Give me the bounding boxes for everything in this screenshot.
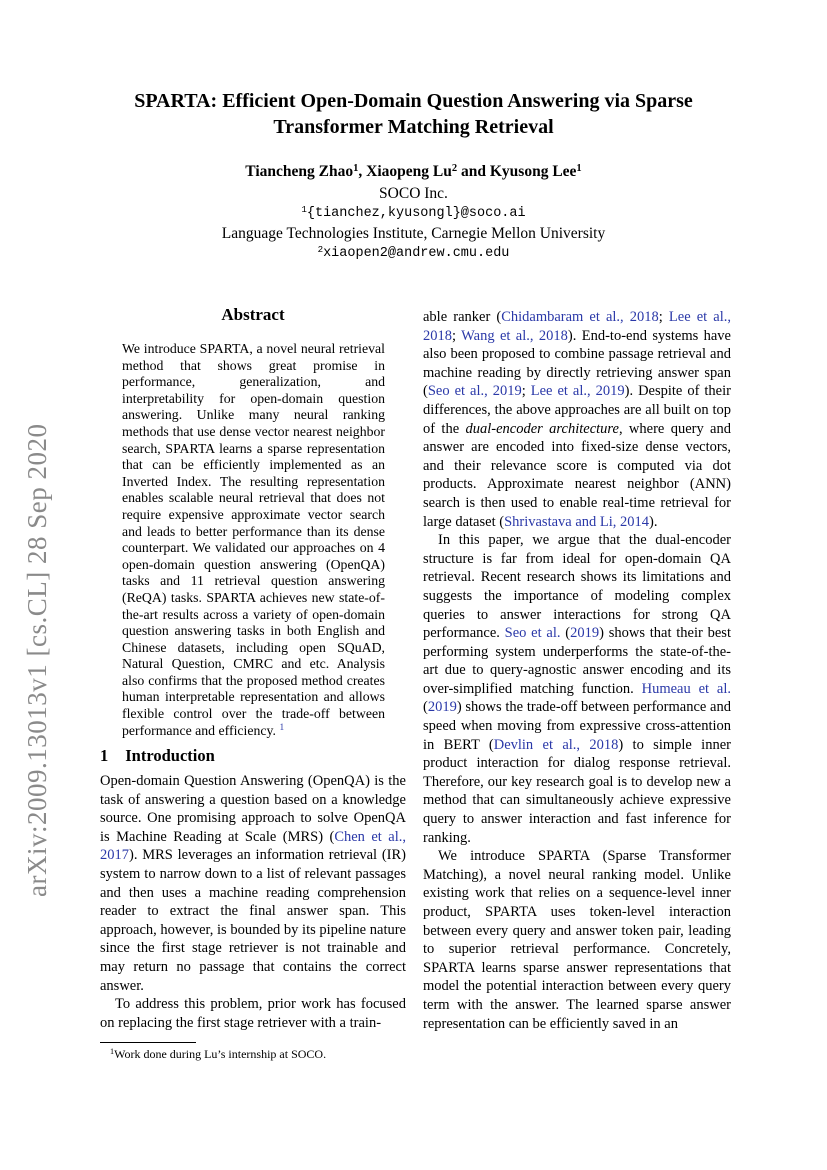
text-segment: In this paper, we argue that the dual-encoder structure is far from ideal for open-domain QA retrieval. Recent research shows its limitations and suggests the importance of modeling complex queries to answer interactions for strong QA performance. [423, 532, 731, 642]
citation-link[interactable]: Humeau et al. [641, 680, 731, 697]
text-segment: ) shows that their best performing system underperforms the state-of-the-art due to query-agnostic answer encoding and its over-simplified matching function. [423, 625, 731, 697]
citation-link[interactable]: 1 [279, 723, 285, 734]
footnote [100, 1047, 402, 1064]
citation-link[interactable]: Wang et al., 2018 [461, 327, 568, 344]
text-segment: xiaopen2@andrew.cmu.edu [323, 245, 510, 261]
text-segment: ) to simple inner product interaction for dialog response retrieval. Therefore, our key research goal is to develop new a method that can simultaneously achieve expressive query to answer interaction and fast inference for ranking. [423, 736, 731, 846]
text-segment: ; [452, 327, 462, 344]
author-line [0, 162, 827, 184]
text-segment: ; [521, 383, 531, 400]
text-segment: able ranker ( [423, 309, 502, 325]
arxiv-watermark [22, 424, 53, 897]
citation-link[interactable]: Devlin et al., 2018 [493, 736, 619, 753]
arxiv-watermark-text: arXiv:2009.13013v1 [cs.CL] 28 Sep 2020 [22, 423, 52, 897]
intro-paragraph [100, 772, 406, 995]
citation-link[interactable]: Lee et al., 2019 [530, 383, 625, 400]
text-segment: {tianchez,kyusongl}@soco.ai [306, 205, 526, 221]
citation-link[interactable]: Chidambaram et al., 2018 [501, 309, 659, 325]
body-paragraph [423, 308, 731, 531]
right-column [423, 308, 731, 1033]
citation-link[interactable]: Shrivastava and Li, 2014 [504, 513, 650, 530]
text-segment: , where query and answer are encoded into fixed-size dense vectors, and their relevance score is computed via dot products. Approximate nearest neighbor (ANN) search is then used to enable real-time retrieval for large dataset ( [423, 420, 731, 530]
text-segment: We introduce SPARTA (Sparse Transformer Matching), a novel neural ranking model. Unlike existing work that relies on a sequence-level inner product, SPARTA uses token-level interaction between every query and answer token pair, leading to superior retrieval performance. Concretely, SPARTA learns sparse answer representations that model the potential interaction between every query term with the answer. The learned sparse answer representation can be efficiently saved in an [423, 848, 731, 1032]
citation-link[interactable]: 2019 [570, 625, 600, 642]
text-segment: , Xiaopeng Lu [358, 162, 452, 180]
text-segment: 1 [110, 1047, 115, 1057]
citation-link[interactable]: Lee et al., 2018 [423, 309, 731, 344]
citation-link[interactable]: Chen et al., 2017 [100, 828, 406, 864]
text-segment: dual-encoder architecture [465, 420, 619, 437]
text-segment: 2 [451, 163, 458, 175]
text-segment: ) shows the trade-off between performance and speed when moving from expressive cross-attention in BERT ( [423, 699, 731, 753]
text-segment: ( [423, 699, 428, 716]
text-segment: Tiancheng Zhao [245, 162, 354, 180]
footnote-rule [100, 1042, 196, 1043]
text-segment: ( [560, 625, 571, 642]
email-soco [0, 204, 827, 224]
left-column [100, 305, 406, 1075]
section-1-number: 1 [100, 746, 109, 765]
abstract-heading: Abstract [221, 305, 285, 324]
abstract-text [122, 341, 385, 741]
body-paragraph [423, 847, 731, 1033]
section-1-title: Introduction [125, 746, 215, 765]
text-segment: Open-domain Question Answering (OpenQA) is the task of answering a question based on a knowledge source. One promising approach to solve OpenQA is Machine Reading at Scale (MRS) ( [100, 773, 406, 845]
text-segment: ). Despite of their differences, the above approaches are all built on top of the [423, 383, 731, 437]
text-segment: 2 [317, 243, 324, 255]
text-segment: and Kyusong Lee [457, 162, 577, 180]
paper-header [0, 88, 827, 264]
body-paragraph [423, 531, 731, 847]
text-segment: We introduce SPARTA, a novel neural retrieval method that shows great promise in performance, generalization, and interpretability for open-domain question answering. Unlike many neural ranking methods that use dense vector nearest neighbor search, SPARTA learns a sparse representation that can be efficiently implemented as an Inverted Index. The resulting representation enables scalable neural retrieval that does not require expensive approximate vector search and leads to better performance than its dense counterpart. We validated our approaches on 4 open-domain question answering (OpenQA) tasks and 11 retrieval question answering (ReQA) tasks. SPARTA achieves new state-of-the-art results across a variety of open-domain question answering tasks in both English and Chinese datasets, including open SQuAD, Natural Question, CMRC and etc. Analysis also confirms that the proposed method creates human interpretable representation and allows flexible control over the trade-off between performance and efficiency. [122, 341, 385, 738]
introduction-text [100, 772, 406, 1032]
citation-link[interactable]: Seo et al., 2019 [427, 383, 522, 400]
section-1-heading [100, 746, 215, 766]
intro-paragraph [100, 995, 406, 1032]
citation-link[interactable]: 2019 [427, 699, 457, 716]
text-segment: 1 [353, 163, 359, 175]
affiliation-cmu: Language Technologies Institute, Carnegie Mellon University [221, 224, 606, 242]
text-segment: 1 [301, 203, 307, 215]
text-segment: ). MRS leverages an information retrieval (IR) system to narrow down to a list of relevant passages and then uses a machine reading comprehension reader to extract the final answer span. This approach, however, is bounded by its pipeline nature since the first stage retriever is not trainable and may return no passage that contains the correct answer. [100, 847, 406, 994]
text-segment: To address this problem, prior work has focused on replacing the first stage retriever with a train- [100, 996, 406, 1031]
citation-link[interactable]: Seo et al. [504, 625, 561, 642]
text-segment: ). End-to-end systems have also been proposed to combine passage retrieval and machine reading by directly retrieving answer span ( [423, 327, 731, 400]
email-cmu [0, 244, 827, 264]
affiliation-soco: SOCO Inc. [379, 184, 448, 202]
text-segment: 1 [576, 163, 582, 175]
text-segment: ). [649, 513, 658, 530]
text-segment: ; [658, 309, 669, 325]
text-segment: Work done during Lu’s internship at SOCO. [114, 1047, 327, 1061]
paper-title: SPARTA: Efficient Open-Domain Question Answering via Sparse Transformer Matching Retrieval [134, 90, 693, 139]
